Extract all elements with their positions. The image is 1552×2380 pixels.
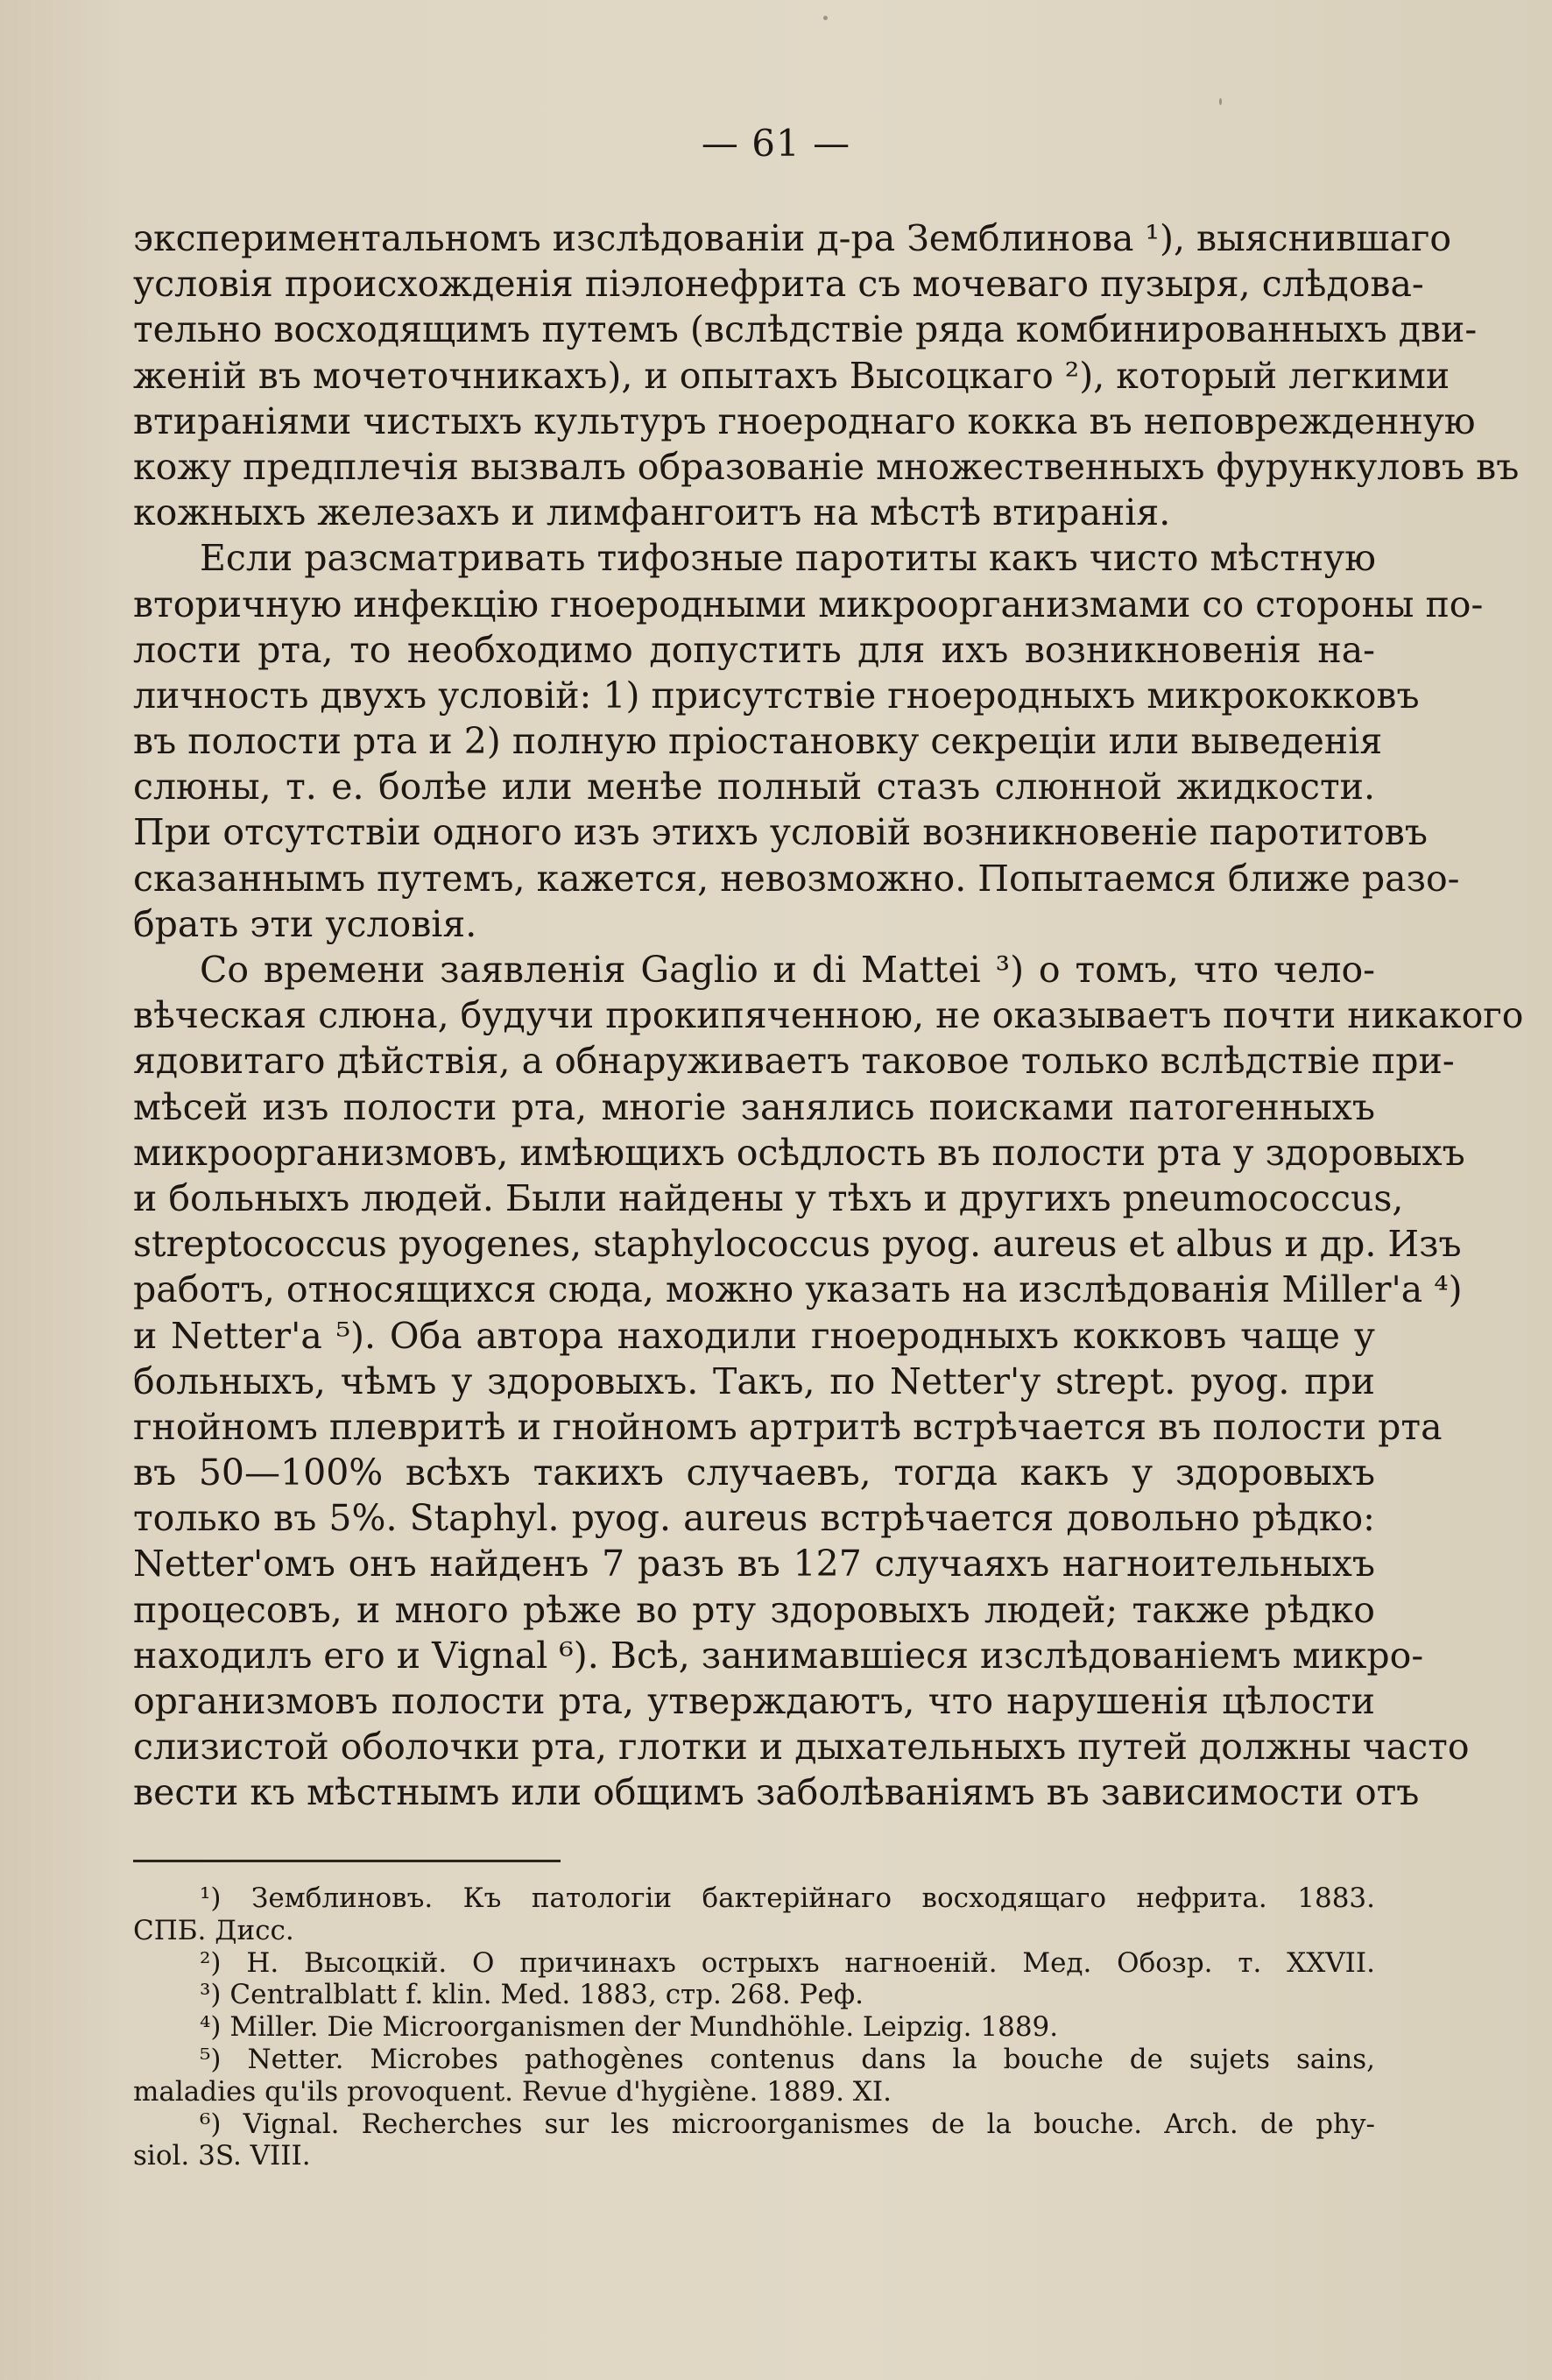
footnote-line: ²) Н. Высоцкій. О причинахъ острыхъ нагноеній. Мед. Обозр. т. XXVII.: [200, 1946, 1375, 1979]
text-line: находилъ его и Vignal ⁶). Всѣ, занимавшіеся изслѣдованіемъ микро-: [133, 1634, 1424, 1677]
text-line: брать эти условія.: [133, 902, 477, 945]
text-line: При отсутствіи одного изъ этихъ условій возникновеніе паротитовъ: [133, 811, 1428, 854]
text-line: слизистой оболочки рта, глотки и дыхательныхъ путей должны часто: [133, 1726, 1470, 1769]
footnote-line: ⁶) Vignal. Recherches sur les microorganismes de la bouche. Arch. de phy-: [200, 2108, 1375, 2140]
ink-speck: [1219, 98, 1222, 105]
text-line: и больныхъ людей. Были найдены у тѣхъ и другихъ pneumococcus,: [133, 1176, 1404, 1219]
text-line: женій въ мочеточникахъ), и опытахъ Высоцкаго ²), который легкими: [133, 354, 1450, 397]
text-line: кожу предплечія вызвалъ образованіе множественныхъ фурункуловъ въ: [133, 445, 1520, 488]
text-line: лости рта, то необходимо допустить для ихъ возникновенія на-: [133, 628, 1375, 671]
ink-speck: [823, 16, 828, 20]
text-line: втираніями чистыхъ культуръ гноероднаго кокка въ неповрежденную: [133, 399, 1476, 442]
text-line: вѣческая слюна, будучи прокипяченною, не оказываетъ почти никакого: [133, 994, 1524, 1037]
text-line: условія происхожденія піэлонефрита съ мочеваго пузыря, слѣдова-: [133, 263, 1424, 306]
footnote-line: ⁵) Netter. Microbes pathogènes contenus dans la bouche de sujets sains,: [200, 2043, 1375, 2075]
text-line: въ 50—100% всѣхъ такихъ случаевъ, тогда какъ у здоровыхъ: [133, 1451, 1375, 1494]
footnote-separator: [133, 1860, 561, 1862]
text-line: и Netter'а ⁵). Оба автора находили гноеродныхъ кокковъ чаще у: [133, 1314, 1375, 1357]
text-line: микроорганизмовъ, имѣющихъ осѣдлость въ полости рта у здоровыхъ: [133, 1131, 1465, 1174]
text-line: вторичную инфекцію гноеродными микроорганизмами со стороны по-: [133, 583, 1484, 625]
paragraph-start-line: Если разсматривать тифозные паротиты какъ чисто мѣстную: [200, 537, 1376, 580]
footnote-line: siol. 3S. VIII.: [133, 2140, 311, 2172]
text-line: вести къ мѣстнымъ или общимъ заболѣваніямъ въ зависимости отъ: [133, 1771, 1420, 1814]
text-line: процесовъ, и много рѣже во рту здоровыхъ людей; также рѣдко: [133, 1588, 1375, 1631]
text-line: только въ 5%. Staphyl. pyog. aureus встрѣчается довольно рѣдко:: [133, 1497, 1375, 1540]
text-line: Netter'омъ онъ найденъ 7 разъ въ 127 случаяхъ нагноительныхъ: [133, 1543, 1375, 1585]
text-line: слюны, т. е. болѣе или менѣе полный стазъ слюнной жидкости.: [133, 766, 1375, 809]
footnote-line: ³) Centralblatt f. klin. Med. 1883, стр. 268. Реф.: [200, 1979, 864, 2011]
text-line: сказаннымъ путемъ, кажется, невозможно. Попытаемся ближе разо-: [133, 857, 1460, 900]
text-line: организмовъ полости рта, утверждаютъ, что нарушенія цѣлости: [133, 1680, 1375, 1722]
text-line: гнойномъ плевритѣ и гнойномъ артритѣ встрѣчается въ полости рта: [133, 1405, 1443, 1448]
text-line: мѣсей изъ полости рта, многіе занялись поисками патогенныхъ: [133, 1085, 1375, 1128]
footnotes: [133, 1882, 1375, 2172]
page-number: — 61 —: [701, 122, 851, 165]
text-line: streptococcus pyogenes, staphylococcus pyog. aureus et albus и др. Изъ: [133, 1223, 1462, 1266]
text-line: экспериментальномъ изслѣдованіи д-ра Земблинова ¹), выяснившаго: [133, 217, 1452, 259]
footnote-line: maladies qu'ils provoquent. Revue d'hygiène. 1889. XI.: [133, 2075, 892, 2108]
text-line: личность двухъ условій: 1) присутствіе гноеродныхъ микрококковъ: [133, 674, 1420, 717]
text-line: въ полости рта и 2) полную пріостановку секреціи или выведенія: [133, 720, 1383, 763]
footnote-line: ⁴) Miller. Die Microorganismen der Mundhöhle. Leipzig. 1889.: [200, 2011, 1059, 2044]
body-text: [133, 215, 1524, 1816]
text-line: работъ, относящихся сюда, можно указать на изслѣдованія Miller'а ⁴): [133, 1268, 1463, 1311]
text-line: ядовитаго дѣйствія, а обнаруживаетъ таковое только вслѣдствіе при-: [133, 1040, 1455, 1083]
footnote-line: ¹) Земблиновъ. Къ патологіи бактерійнаго восходящаго нефрита. 1883.: [200, 1882, 1375, 1914]
text-line: тельно восходящимъ путемъ (вслѣдствіе ряда комбинированныхъ дви-: [133, 308, 1478, 351]
footnote-line: СПБ. Дисс.: [133, 1914, 294, 1946]
text-line: больныхъ, чѣмъ у здоровыхъ. Такъ, по Netter'у strept. pyog. при: [133, 1359, 1375, 1402]
paragraph-start-line: Со времени заявленія Gaglio и di Mattei ³) о томъ, что чело-: [200, 949, 1375, 991]
text-line: кожныхъ железахъ и лимфангоитъ на мѣстѣ втиранія.: [133, 491, 1171, 534]
